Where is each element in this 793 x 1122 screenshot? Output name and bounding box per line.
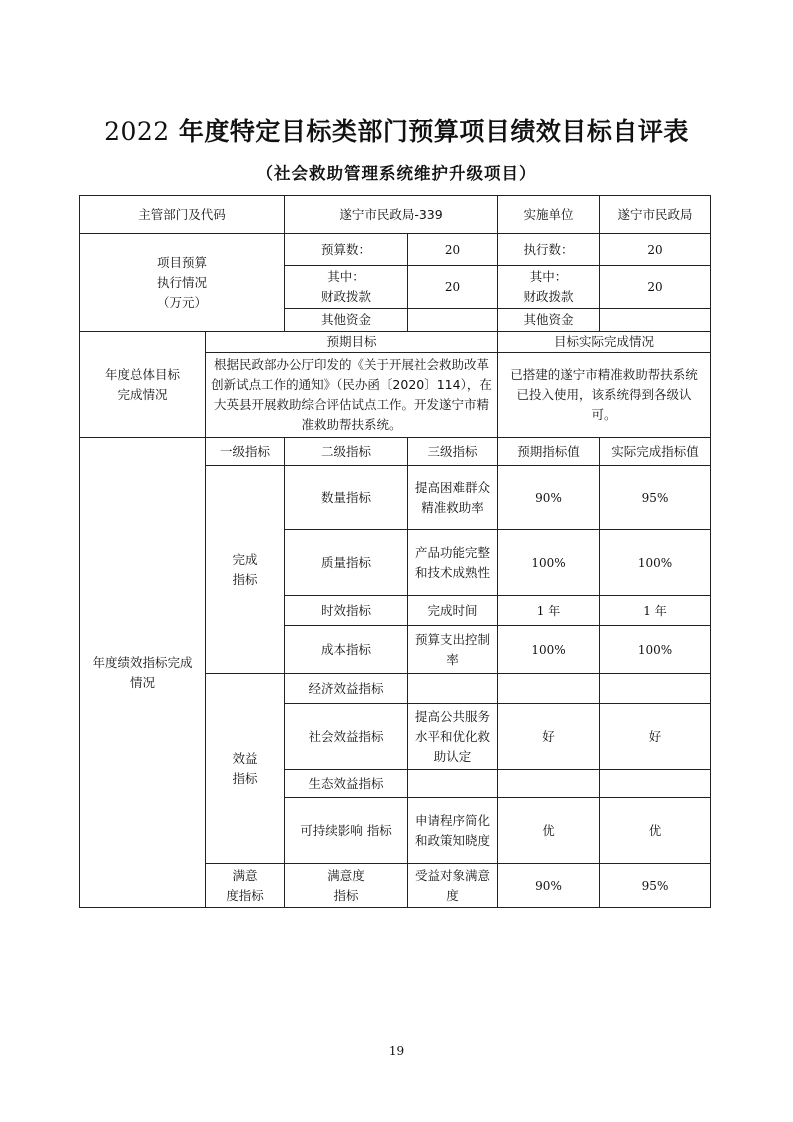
expected-value-cell: 100% (498, 530, 600, 596)
actual-value-cell: 1 年 (600, 596, 711, 626)
actual-value-cell: 95% (600, 864, 711, 908)
group-satisfaction-line2: 度指标 (226, 887, 264, 903)
fiscal-exec-label-line1: 其中： (529, 269, 568, 284)
title-year: 2022 (104, 117, 170, 146)
actual-completion-header: 目标实际完成情况 (498, 332, 711, 353)
col-header-actual: 实际完成指标值 (600, 438, 711, 466)
level3-cell: 预算支出控制率 (408, 626, 498, 674)
group-benefit (206, 674, 285, 864)
level3-cell (408, 770, 498, 798)
budget-amount-value: 20 (408, 234, 498, 266)
expected-value-cell: 1 年 (498, 596, 600, 626)
expected-value-cell: 90% (498, 466, 600, 530)
impl-value: 遂宁市民政局 (600, 196, 711, 234)
level2-cell: 经济效益指标 (285, 674, 408, 704)
page-title (0, 112, 793, 148)
group-satisfaction-line1: 满意 (232, 867, 258, 883)
level2-cell-line2: 指标 (333, 887, 359, 903)
fiscal-exec-label (498, 266, 600, 309)
col-header-expected: 预期指标值 (498, 438, 600, 466)
other-exec-value (600, 309, 711, 332)
evaluation-table (79, 195, 711, 908)
group-completion-line1: 完成 (232, 551, 258, 567)
level3-cell: 申请程序简化和政策知晓度 (408, 798, 498, 864)
indicators-section-label-line1: 年度绩效指标完成 (92, 654, 193, 670)
exec-amount-label: 执行数： (498, 234, 600, 266)
group-satisfaction (206, 864, 285, 908)
fiscal-exec-label-line2: 财政拨款 (523, 289, 574, 304)
group-completion-line2: 指标 (232, 571, 258, 587)
actual-value-cell (600, 674, 711, 704)
group-benefit-line1: 效益 (232, 750, 258, 766)
level2-cell-line1: 满意度 (327, 867, 365, 883)
impl-label: 实施单位 (498, 196, 600, 234)
level3-cell: 提高公共服务水平和优化救助认定 (408, 704, 498, 770)
expected-target-text: 根据民政部办公厅印发的《关于开展社会救助改革创新试点工作的通知》（民办函〔2020〕114），在大英县开展救助综合评估试点工作。开发遂宁市精准救助帮扶系统。 (206, 353, 498, 438)
other-funds-value (408, 309, 498, 332)
col-header-level2: 二级指标 (285, 438, 408, 466)
fiscal-budget-label-line2: 财政拨款 (321, 289, 372, 304)
budget-label-line1: 项目预算 (157, 254, 208, 270)
expected-value-cell: 90% (498, 864, 600, 908)
exec-amount-value: 20 (600, 234, 711, 266)
page-subtitle: （社会救助管理系统维护升级项目） (256, 164, 537, 183)
actual-completion-text: 已搭建的遂宁市精准救助帮扶系统已投入使用，该系统得到各级认可。 (498, 353, 711, 438)
budget-label (80, 234, 285, 332)
expected-value-cell (498, 770, 600, 798)
group-completion (206, 466, 285, 674)
actual-value-cell: 95% (600, 466, 711, 530)
budget-amount-label: 预算数： (285, 234, 408, 266)
fiscal-exec-value: 20 (600, 266, 711, 309)
actual-value-cell: 好 (600, 704, 711, 770)
fiscal-budget-label-line1: 其中： (327, 269, 365, 284)
indicator-header-row (80, 438, 711, 466)
actual-value-cell: 100% (600, 530, 711, 596)
expected-value-cell: 100% (498, 626, 600, 674)
expected-value-cell: 优 (498, 798, 600, 864)
annual-header-row (80, 332, 711, 353)
other-funds-label: 其他资金 (285, 309, 408, 332)
col-header-level3: 三级指标 (408, 438, 498, 466)
level2-cell: 可持续影响 指标 (285, 798, 408, 864)
actual-value-cell: 优 (600, 798, 711, 864)
level3-cell: 受益对象满意度 (408, 864, 498, 908)
budget-label-line2: 执行情况 (157, 274, 208, 290)
level3-cell (408, 674, 498, 704)
level3-cell: 提高困难群众精准救助率 (408, 466, 498, 530)
actual-value-cell: 100% (600, 626, 711, 674)
level2-cell (285, 864, 408, 908)
annual-label-line1: 年度总体目标 (104, 366, 180, 382)
expected-target-header: 预期目标 (206, 332, 498, 353)
annual-label-line2: 完成情况 (117, 386, 168, 402)
level2-cell: 数量指标 (285, 466, 408, 530)
level3-cell: 产品功能完整和技术成熟性 (408, 530, 498, 596)
budget-label-line3: （万元） (157, 294, 208, 310)
indicators-section-label (80, 438, 206, 908)
annual-label (80, 332, 206, 438)
title-text: 年度特定目标类部门预算项目绩效目标自评表 (169, 117, 689, 146)
budget-row (80, 234, 711, 266)
level2-cell: 生态效益指标 (285, 770, 408, 798)
group-benefit-line2: 指标 (232, 770, 258, 786)
fiscal-budget-value: 20 (408, 266, 498, 309)
expected-value-cell (498, 674, 600, 704)
indicators-section-label-line2: 情况 (129, 674, 155, 690)
level2-cell: 质量指标 (285, 530, 408, 596)
level2-cell: 成本指标 (285, 626, 408, 674)
dept-value: 遂宁市民政局-339 (285, 196, 498, 234)
level3-cell: 完成时间 (408, 596, 498, 626)
col-header-level1: 一级指标 (206, 438, 285, 466)
actual-value-cell (600, 770, 711, 798)
expected-value-cell: 好 (498, 704, 600, 770)
page-number: 19 (388, 1044, 405, 1058)
level2-cell: 社会效益指标 (285, 704, 408, 770)
level2-cell: 时效指标 (285, 596, 408, 626)
fiscal-budget-label (285, 266, 408, 309)
other-exec-label: 其他资金 (498, 309, 600, 332)
header-row (80, 196, 711, 234)
dept-label: 主管部门及代码 (80, 196, 285, 234)
